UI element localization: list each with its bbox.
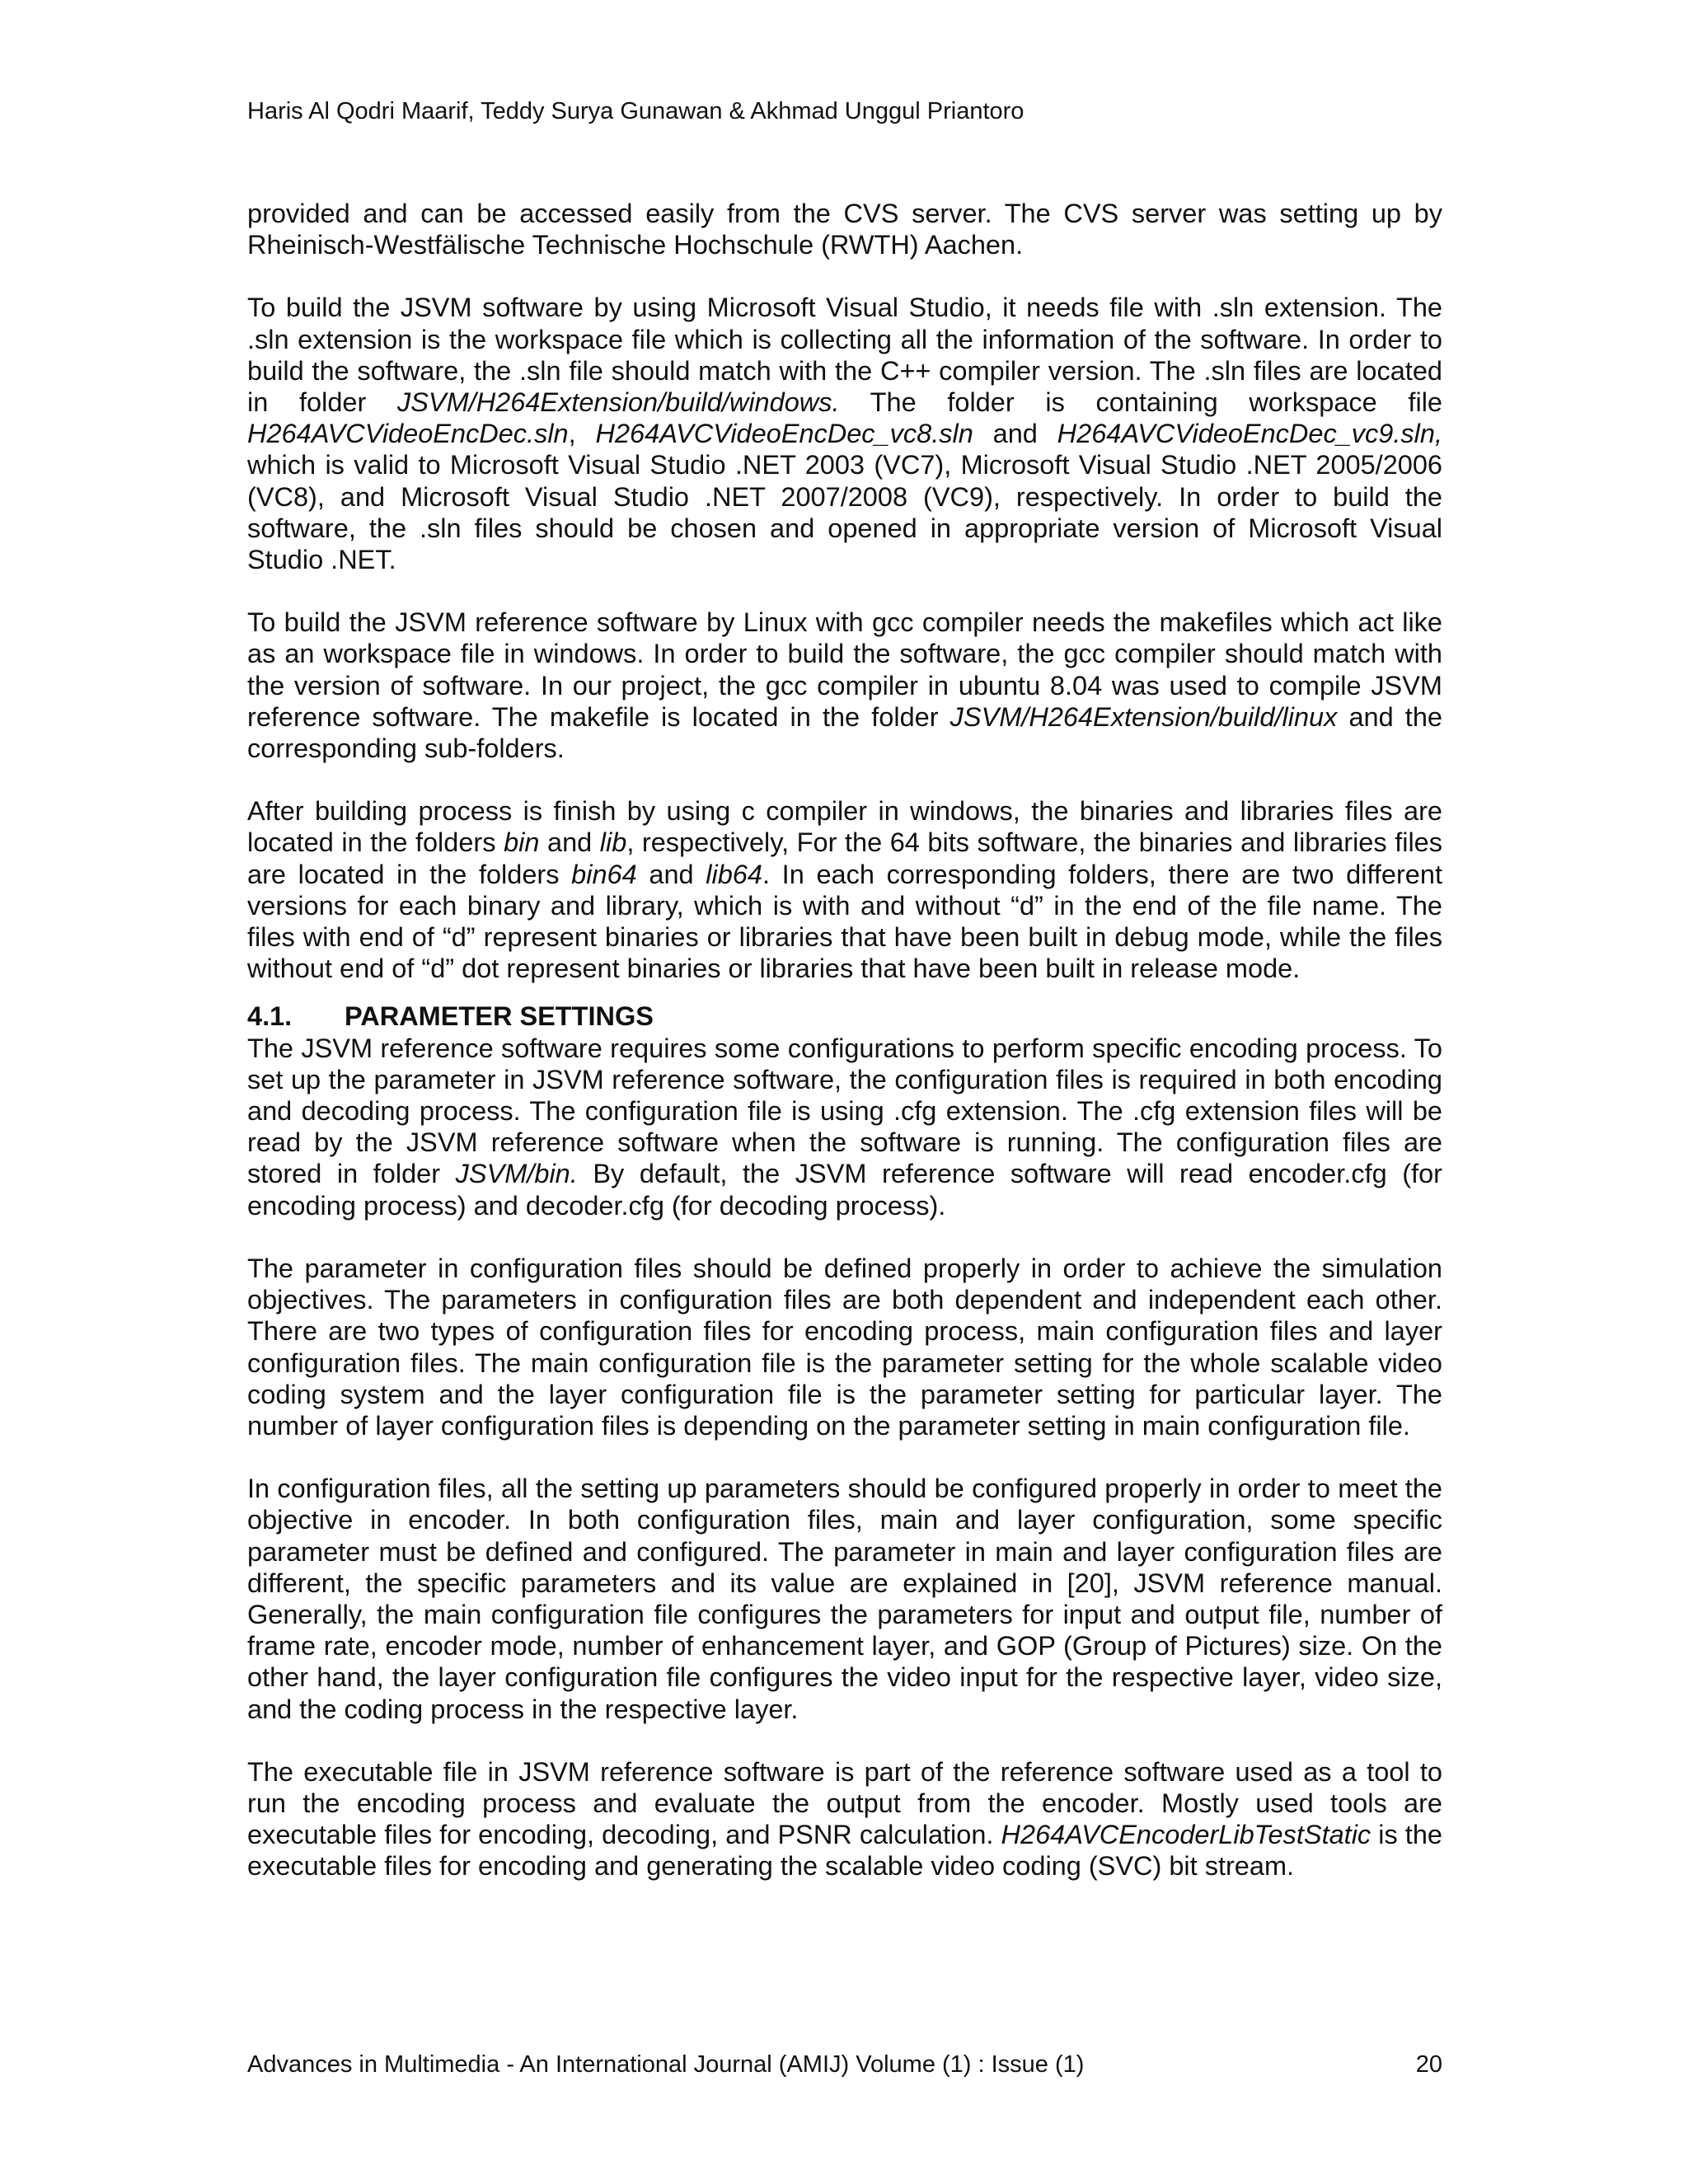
sln-file-vc9: H264AVCVideoEncDec_vc9.sln,	[1057, 419, 1442, 449]
p2-text-1: To build the JSVM software by using Microsoft Visual Studio, it needs file with .sln extension. The .sln extension is the workspace file which is collecting all the information of the software. In order to build the software, the .sln file should match with the C++ compiler version. The .sln files are located in folder	[247, 293, 1442, 418]
lib-folder: lib	[599, 827, 627, 858]
p3-text-2: and the corresponding sub-folders.	[247, 701, 1442, 764]
footer-journal-title: Advances in Multimedia - An International Journal (AMIJ) Volume (1) : Issue (1)	[247, 2051, 1085, 2078]
p5-text-2: By default, the JSVM reference software will read encoder.cfg (for encoding process) and decoder.cfg (for decoding process).	[247, 1159, 1442, 1221]
windows-folder-path: JSVM/H264Extension/build/windows.	[397, 387, 840, 418]
paragraph-cvs-server: provided and can be accessed easily from the CVS server. The CVS server was setting up by Rheinisch-Westfälische Technische Hochschule (RWTH) Aachen.	[247, 199, 1442, 260]
p2-text-3: which is valid to Microsoft Visual Studio .NET 2003 (VC7), Microsoft Visual Studio .NET 2005/2006 (VC8), and Microsoft Visual Studio .NET 2007/2008 (VC9), respectively. In order to build the software, the .sln files should be chosen and opened in appropriate version of Microsoft Visual Studio .NET.	[247, 450, 1442, 575]
p8-text-2: is the executable files for encoding and generating the scalable video coding (SVC) bit stream.	[247, 1820, 1442, 1882]
section-title: PARAMETER SETTINGS	[345, 1001, 654, 1032]
lib64-folder: lib64	[706, 859, 762, 889]
p4-and-2: and	[636, 859, 706, 889]
p2-text-2: The folder is containing workspace file	[839, 387, 1442, 418]
body-text	[247, 198, 1442, 1914]
paragraph-build-visual-studio	[247, 292, 1442, 575]
section-heading	[247, 1001, 1442, 1032]
p4-text-2: , respectively, For the 64 bits software, the binaries and libraries files are located in the folders	[247, 827, 1442, 889]
bin-folder: bin	[504, 827, 540, 858]
p5-text-1: The JSVM reference software requires some configurations to perform specific encoding process. To set up the parameter in JSVM reference software, the configuration files is required in both encoding and decoding process. The configuration file is using .cfg extension. The .cfg extension files will be read by the JSVM reference software when the software is running. The configuration files are stored in folder	[247, 1033, 1442, 1189]
paragraph-config-types: The parameter in configuration files should be defined properly in order to achieve the simulation objectives. The parameters in configuration files are both dependent and independent each other. There are two types of configuration files for encoding process, main configuration files and layer configuration files. The main configuration file is the parameter setting for the whole scalable video coding system and the layer configuration file is the parameter setting for particular layer. The number of layer configuration files is depending on the parameter setting in main configuration file.	[247, 1253, 1442, 1441]
p8-text-1: The executable file in JSVM reference software is part of the reference software used as a tool to run the encoding process and evaluate the output from the encoder. Mostly used tools are executable files for encoding, decoding, and PSNR calculation.	[247, 1756, 1442, 1850]
p3-text-1: To build the JSVM reference software by Linux with gcc compiler needs the makefiles which act like as an workspace file in windows. In order to build the software, the gcc compiler should match with the version of software. In our project, the gcc compiler in ubuntu 8.04 was used to compile JSVM reference software. The makefile is located in the folder	[247, 607, 1442, 732]
p4-text-1: After building process is finish by using c compiler in windows, the binaries and libraries files are located in the folders	[247, 796, 1442, 858]
sln-file-vc7: H264AVCVideoEncDec.sln	[247, 419, 569, 449]
p4-text-3: . In each corresponding folders, there are two different versions for each binary and library, which is with and without “d” in the end of the file name. The files with end of “d” represent binaries or libraries that have been built in debug mode, while the files without end of “d” dot represent binaries or libraries that have been built in release mode.	[247, 859, 1442, 984]
p4-and-1: and	[539, 827, 600, 858]
p2-sep-1: ,	[568, 419, 596, 449]
paragraph-config-parameters: In configuration files, all the setting up parameters should be configured properly in order to meet the objective in encoder. In both configuration files, main and layer configuration, some specific parameter must be defined and configured. The parameter in main and layer configuration files are different, the specific parameters and its value are explained in [20], JSVM reference manual. Generally, the main configuration file configures the parameters for input and output file, number of frame rate, encoder mode, number of enhancement layer, and GOP (Group of Pictures) size. On the other hand, the layer configuration file configures the video input for the respective layer, video size, and the coding process in the respective layer.	[247, 1474, 1442, 1724]
sln-file-vc8: H264AVCVideoEncDec_vc8.sln	[595, 419, 973, 449]
section-number: 4.1.	[247, 1001, 293, 1032]
bin64-folder: bin64	[571, 859, 637, 889]
linux-folder-path: JSVM/H264Extension/build/linux	[950, 701, 1338, 732]
paragraph-binaries-libraries	[247, 795, 1442, 984]
running-header-authors: Haris Al Qodri Maarif, Teddy Surya Gunawan & Akhmad Unggul Priantoro	[247, 98, 1025, 124]
bin-folder-path: JSVM/bin.	[455, 1159, 578, 1189]
encoder-tool-name: H264AVCEncoderLibTestStatic	[1001, 1820, 1372, 1850]
paragraph-configurations	[247, 1033, 1442, 1221]
paragraph-executables	[247, 1756, 1442, 1882]
paragraph-build-linux	[247, 607, 1442, 764]
page-number: 20	[1415, 2051, 1442, 2078]
p2-sep-2: and	[973, 419, 1057, 449]
